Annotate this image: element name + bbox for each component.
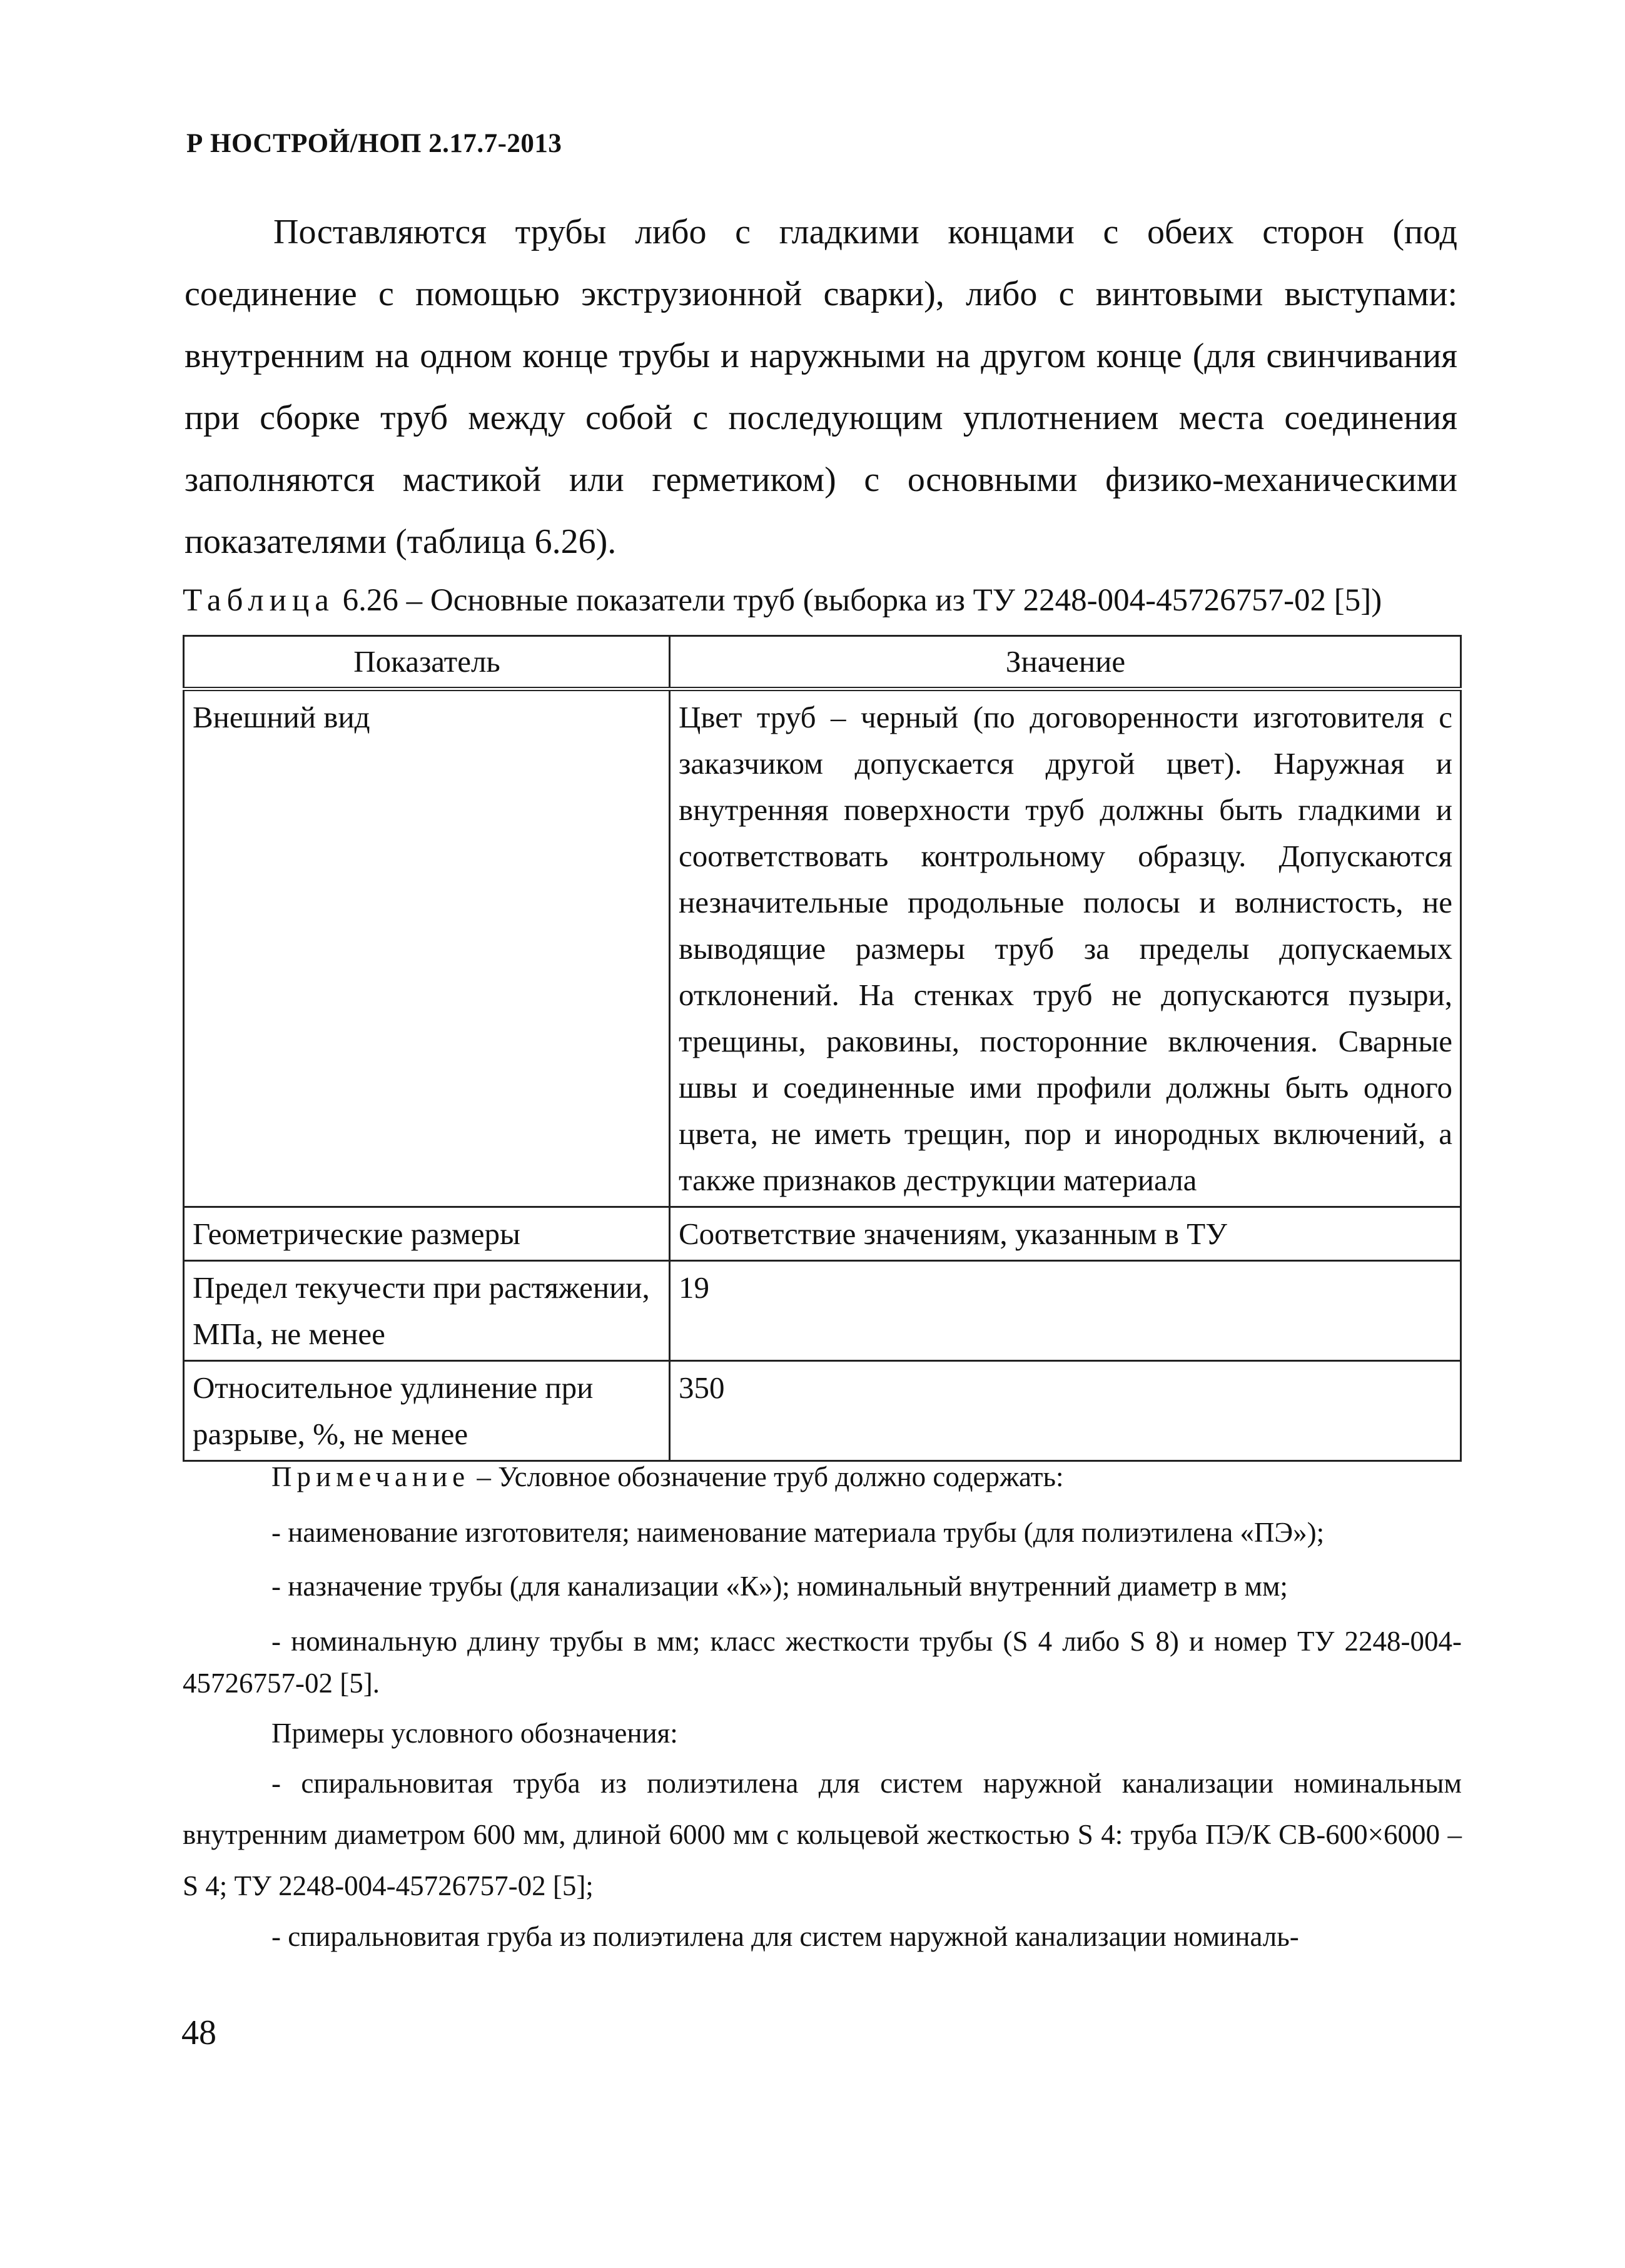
table-row: [184, 1261, 1461, 1361]
row-indicator: Геометрические размеры: [184, 1207, 670, 1261]
row-value: 19: [670, 1261, 1461, 1361]
row-value: Цвет труб – черный (по договоренности изготовителя с заказчиком допускается другой цвет). Наружная и внутренняя поверхности труб должны быть гладкими и соответствовать контрольному образцу. Допускаются незначительные продольные полосы и волнистость, не выводящие размеры труб за пределы допускаемых отклонений. На стенках труб не допускаются пузыри, трещины, раковины, посторонние включения. Сварные швы и соединенные ими профили должны быть одного цвета, не иметь трещин, пор и инородных включений, а также признаков деструкции материала: [670, 689, 1461, 1207]
table-caption-label: Таблица: [183, 583, 335, 618]
table-row: [184, 1361, 1461, 1461]
note-label: Примечание: [271, 1461, 470, 1492]
row-value: 350: [670, 1361, 1461, 1461]
note-item: - назначение трубы (для канализации «К»); номинальный внутренний диаметр в мм;: [271, 1571, 1288, 1602]
row-indicator: Внешний вид: [184, 689, 670, 1207]
row-indicator: Предел текучести при растяжении, МПа, не менее: [184, 1261, 670, 1361]
table-caption: [183, 575, 1462, 625]
note-item: - номинальную длину трубы в мм; класс жесткости трубы (S 4 либо S 8) и номер ТУ 2248-004-45726757-02 [5].: [183, 1626, 1462, 1699]
document-header: Р НОСТРОЙ/НОП 2.17.7-2013: [186, 129, 562, 158]
page-number: 48: [181, 2013, 216, 2052]
table-header-row: [184, 636, 1461, 689]
indicators-table: [183, 635, 1462, 1462]
example-item: - спиральновитая труба из полиэтилена для систем наружной канализации номинальным внутренним диаметром 600 мм, длиной 6000 мм с кольцевой жесткостью S 4: труба ПЭ/К СВ-600×6000 – S 4; ТУ 2248-004-45726757-02 [5];: [183, 1768, 1462, 1901]
note-text: – Условное обозначение труб должно содержать:: [477, 1461, 1064, 1492]
table-row: [184, 689, 1461, 1207]
note-heading: [183, 1456, 1462, 1498]
header-value: Значение: [670, 636, 1461, 689]
row-indicator: Относительное удлинение при разрыве, %, не менее: [184, 1361, 670, 1461]
note-item: - наименование изготовителя; наименование материала трубы (для полиэтилена «ПЭ»);: [271, 1517, 1325, 1548]
intro-paragraph: Поставляются трубы либо с гладкими концами с обеих сторон (под соединение с помощью экструзионной сварки), либо с винтовыми выступами: внутренним на одном конце трубы и наружными на другом конце (для свинчивания при сборке труб между собой с последующим уплотнением места соединения заполняются мастикой или герметиком) с основными физико-механическими показателями (таблица 6.26).: [185, 213, 1457, 561]
table-caption-text: 6.26 – Основные показатели труб (выборка из ТУ 2248-004-45726757-02 [5]): [342, 583, 1382, 618]
table-row: [184, 1207, 1461, 1261]
header-indicator: Показатель: [184, 636, 670, 689]
examples-title: Примеры условного обозначения:: [271, 1718, 678, 1749]
row-value: Соответствие значениям, указанным в ТУ: [670, 1207, 1461, 1261]
example-item: - спиральновитая груба из полиэтилена для систем наружной канализации номиналь-: [271, 1921, 1299, 1952]
